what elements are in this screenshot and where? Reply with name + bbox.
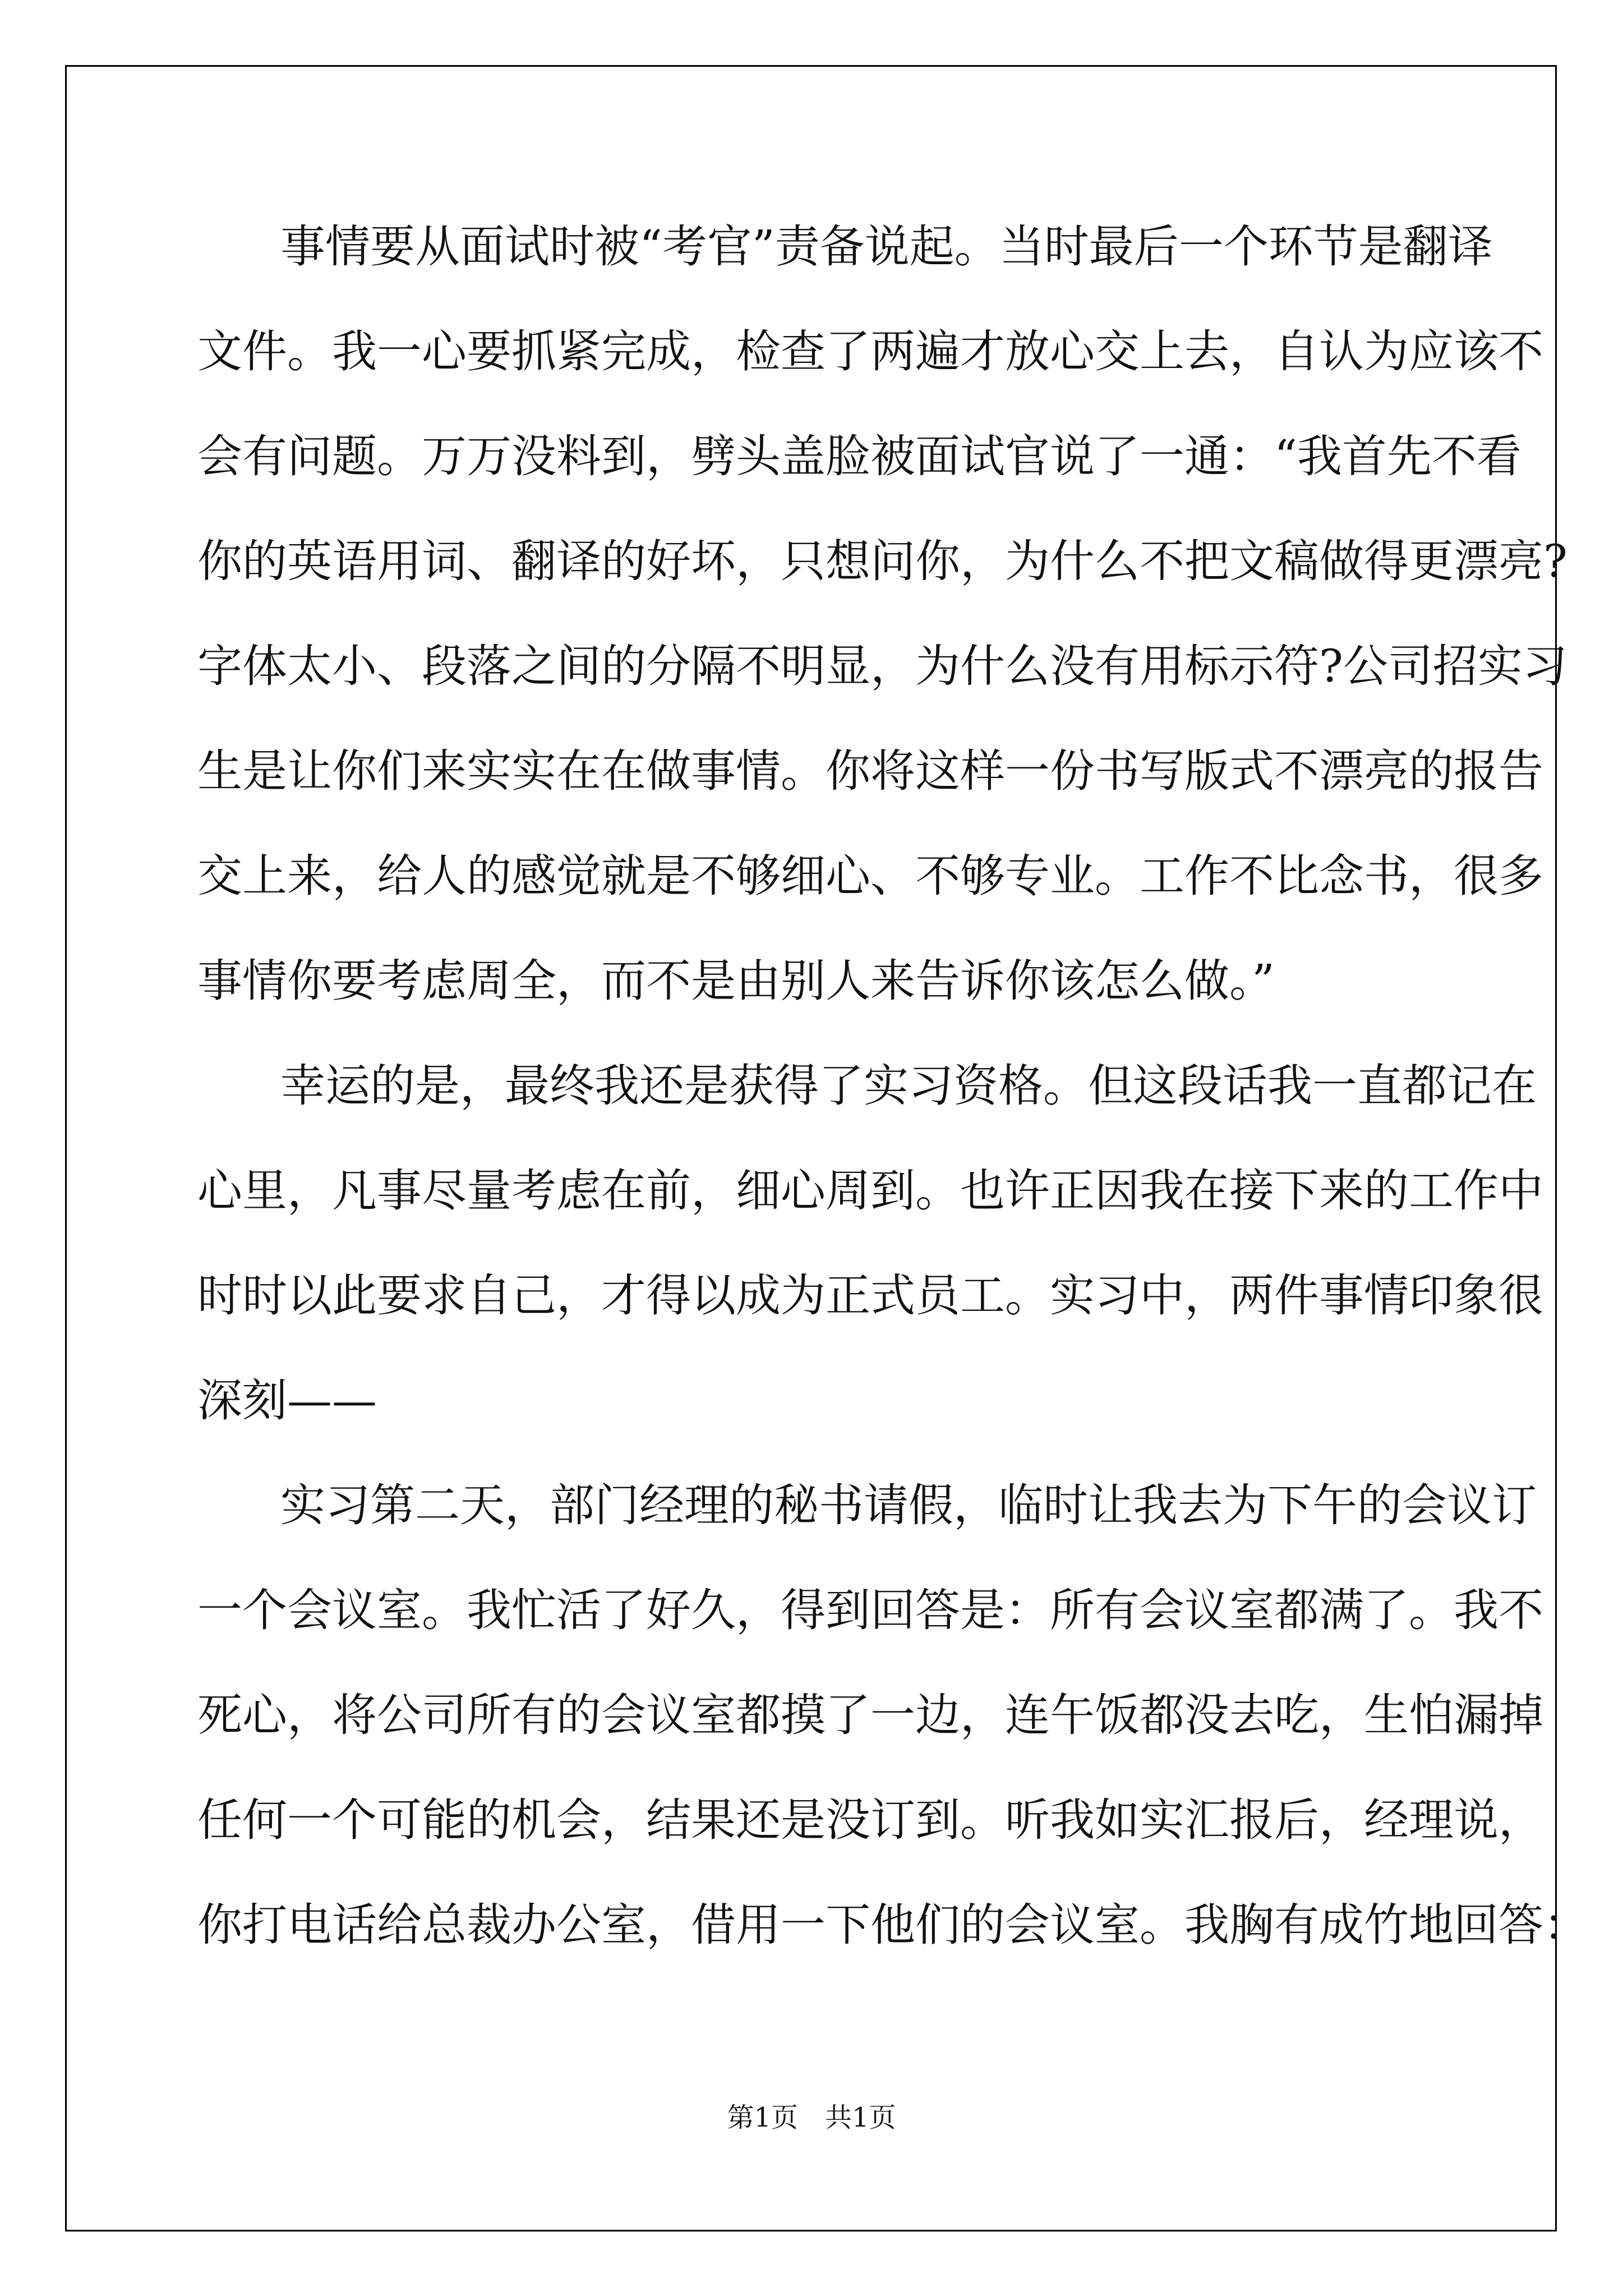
- page-number-footer: 第1页 共1页: [727, 2102, 896, 2133]
- paragraph-2-line-1: 幸运的是，最终我还是获得了实习资格。但这段话我一直都记在: [280, 1060, 1537, 1112]
- paragraph-1-line-2: 文件。我一心要抓紧完成，检查了两遍才放心交上去，自认为应该不: [197, 325, 1543, 378]
- paragraph-3-line-5: 你打电话给总裁办公室，借用一下他们的会议室。我胸有成竹地回答：: [197, 1899, 1588, 1951]
- paragraph-3-line-2: 一个会议室。我忙活了好久，得到回答是：所有会议室都满了。我不: [197, 1584, 1543, 1636]
- paragraph-1-line-5: 字体太小、段落之间的分隔不明显，为什么没有用标示符?公司招实习: [197, 640, 1567, 692]
- paragraph-2-line-4: 深刻——: [197, 1374, 377, 1427]
- paragraph-3-line-1: 实习第二天，部门经理的秘书请假，临时让我去为下午的会议订: [280, 1479, 1537, 1531]
- paragraph-1-line-7: 交上来，给人的感觉就是不够细心、不够专业。工作不比念书，很多: [197, 850, 1543, 902]
- paragraph-1-line-1: 事情要从面试时被“考官”责备说起。当时最后一个环节是翻译: [280, 220, 1493, 273]
- paragraph-1-line-4: 你的英语用词、翻译的好坏，只想问你，为什么不把文稿做得更漂亮?: [197, 535, 1567, 587]
- paragraph-1-line-6: 生是让你们来实实在在做事情。你将这样一份书写版式不漂亮的报告: [197, 745, 1543, 797]
- paragraph-2-line-3: 时时以此要求自己，才得以成为正式员工。实习中，两件事情印象很: [197, 1269, 1543, 1322]
- paragraph-2-line-2: 心里，凡事尽量考虑在前，细心周到。也许正因我在接下来的工作中: [197, 1165, 1543, 1217]
- paragraph-1-line-3: 会有问题。万万没料到，劈头盖脸被面试官说了一通：“我首先不看: [197, 430, 1521, 482]
- paragraph-3-line-3: 死心，将公司所有的会议室都摸了一边，连午饭都没去吃，生怕漏掉: [197, 1689, 1543, 1741]
- paragraph-3-line-4: 任何一个可能的机会，结果还是没订到。听我如实汇报后，经理说，: [197, 1794, 1543, 1846]
- paragraph-1-line-8: 事情你要考虑周全，而不是由别人来告诉你该怎么做。”: [197, 955, 1275, 1007]
